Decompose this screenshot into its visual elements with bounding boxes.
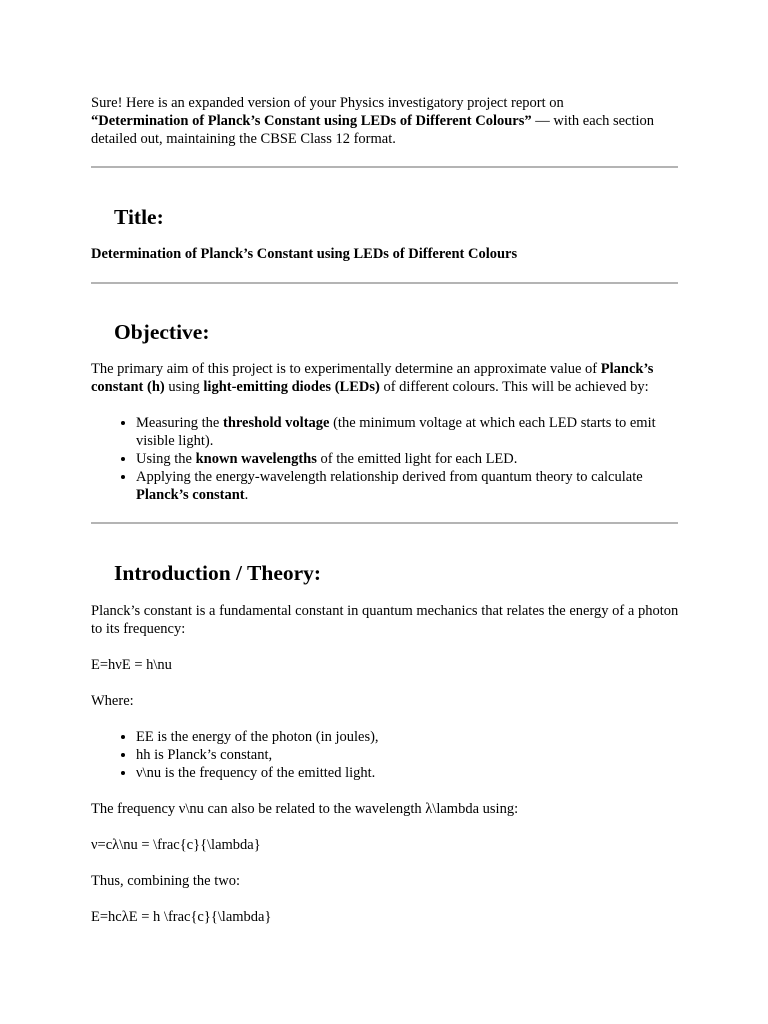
section-divider: [91, 522, 678, 524]
title-heading: Title:: [114, 205, 164, 229]
where-label: Where:: [91, 693, 134, 709]
report-title-text: Determination of Planck’s Constant using LEDs of Different Colours: [91, 246, 518, 262]
objective-text-2: using: [164, 379, 204, 395]
objective-heading: Objective:: [114, 320, 210, 344]
list-item-text: Using the: [136, 451, 196, 467]
list-item-bold: Planck’s constant: [136, 487, 245, 503]
list-item: • EE is the energy of the photon (in joules),: [136, 728, 681, 746]
intro-text-2: — with each section detailed out, maintaining the CBSE Class 12 format.: [91, 113, 655, 147]
frequency-wavelength-paragraph: The frequency ν\nu can also be related to the wavelength λ\lambda using:: [91, 801, 519, 817]
list-item: [136, 468, 681, 504]
intro-paragraph: [91, 94, 681, 148]
list-item-text: Measuring the: [136, 415, 223, 431]
list-item-text: (the minimum voltage at which each LED starts to emit visible light).: [136, 415, 656, 449]
section-divider: [91, 166, 678, 168]
list-item: • ν\nu is the frequency of the emitted light.: [136, 764, 681, 782]
intro-text-1: Sure! Here is an expanded version of your Physics investigatory project report on: [91, 95, 564, 111]
objective-text-1: The primary aim of this project is to experimentally determine an approximate value of: [91, 361, 601, 377]
section-divider: [91, 282, 678, 284]
objective-text-3: of different colours. This will be achieved by:: [379, 379, 649, 395]
equation-energy-wavelength: E=hcλE = h \frac{c}{\lambda}: [91, 909, 272, 925]
equation-frequency-wavelength: ν=cλ\nu = \frac{c}{\lambda}: [91, 837, 261, 853]
theory-paragraph: Planck’s constant is a fundamental constant in quantum mechanics that relates the energy of a photon to its frequency:: [91, 603, 679, 637]
objective-bold-leds: light-emitting diodes (LEDs): [203, 379, 380, 395]
objective-paragraph: [91, 360, 681, 396]
equation-energy-frequency: E=hνE = h\nu: [91, 657, 172, 673]
combining-paragraph: Thus, combining the two:: [91, 873, 241, 889]
document-content: [91, 94, 681, 926]
variable-list: [91, 728, 681, 782]
theory-heading: Introduction / Theory:: [114, 561, 322, 585]
list-item-text: .: [244, 487, 249, 503]
objective-bold-planck: Planck’s constant (h): [91, 361, 654, 395]
list-item: • hh is Planck’s constant,: [136, 746, 681, 764]
list-item-bold: known wavelengths: [195, 451, 317, 467]
objective-list: [91, 414, 681, 504]
list-item: [136, 414, 681, 450]
list-item-text: of the emitted light for each LED.: [316, 451, 518, 467]
list-item-bold: threshold voltage: [222, 415, 330, 431]
intro-project-title: “Determination of Planck’s Constant using LEDs of Different Colours”: [91, 113, 532, 129]
list-item: [136, 450, 681, 468]
list-item-text: Applying the energy-wavelength relationship derived from quantum theory to calculate: [136, 469, 643, 485]
